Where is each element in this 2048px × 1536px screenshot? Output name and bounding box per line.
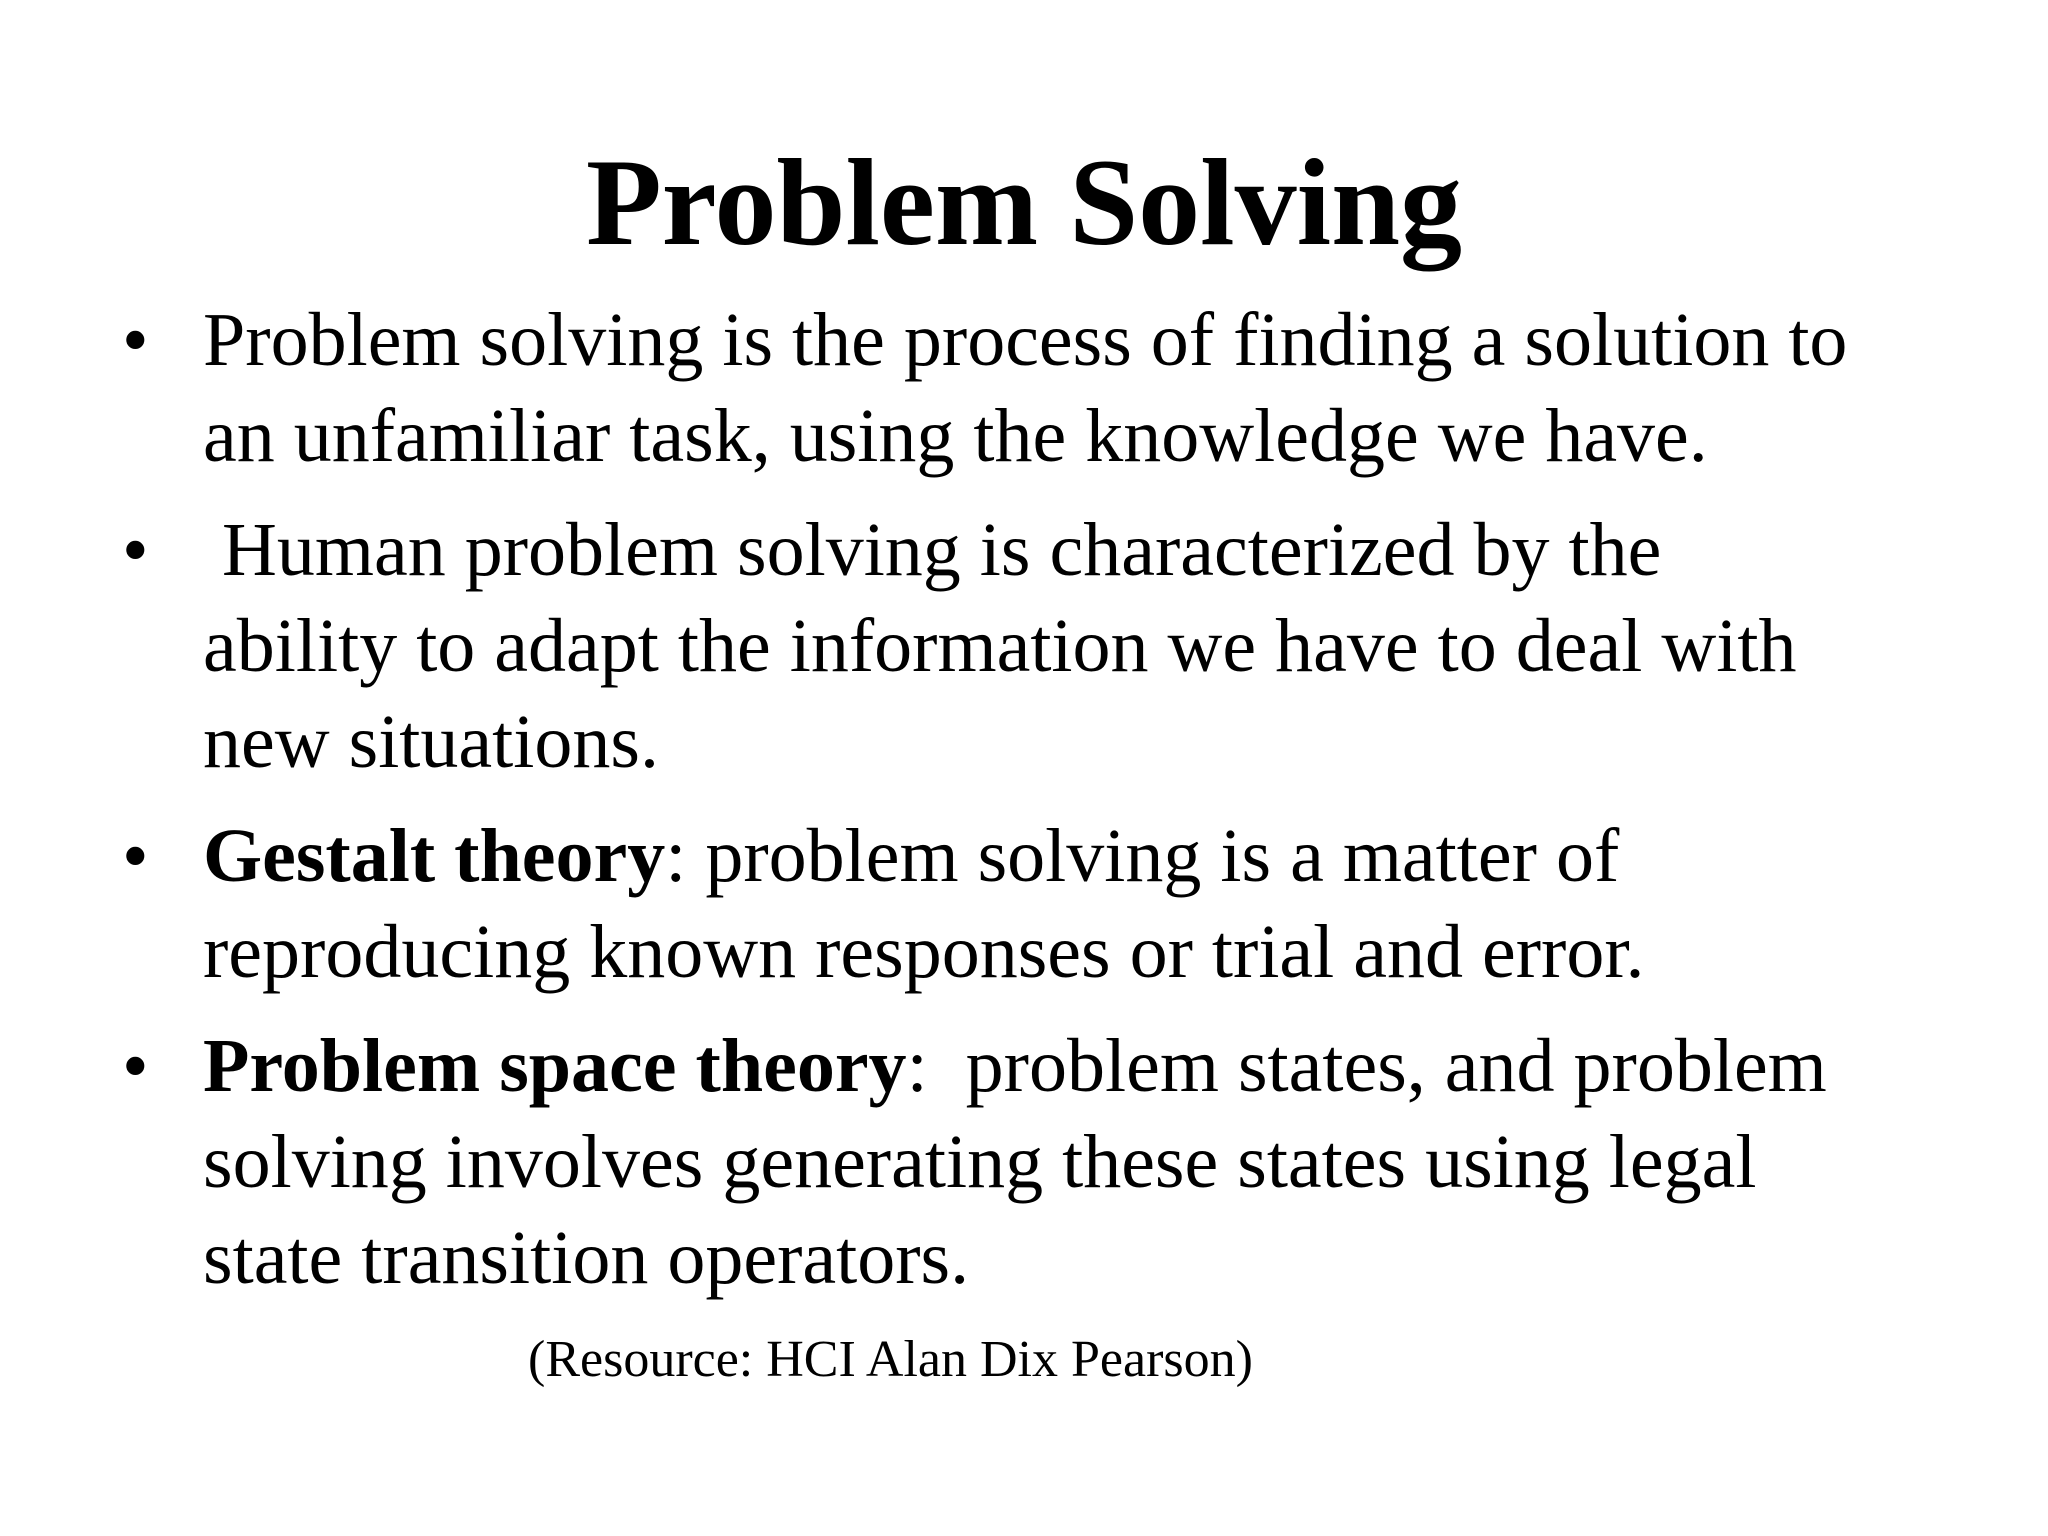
bullet-list <box>0 292 2048 1324</box>
bullet-text: : problem states, and problem <box>906 1024 1827 1108</box>
bullet-text-line: new situations. <box>203 700 659 784</box>
bullet-first-line <box>203 808 1988 904</box>
bullet-text-line: Problem solving is the process of finding a solution to <box>203 298 1848 382</box>
bullet-dot-icon: • <box>122 508 149 592</box>
bullet-text-line: state transition operators. <box>203 1216 970 1300</box>
bullet-text-line: ability to adapt the information we have to deal with <box>203 604 1797 688</box>
bullet-text-line: solving involves generating these states using legal <box>203 1120 1757 1204</box>
bullet-item <box>0 502 2048 790</box>
bullet-dot-icon: • <box>122 298 149 382</box>
bullet-text-line: Human problem solving is characterized by the <box>203 508 1662 592</box>
bullet-first-line <box>203 1018 1988 1114</box>
slide-title: Problem Solving <box>585 134 1463 271</box>
bullet-term: Gestalt theory <box>203 814 666 898</box>
bullet-item <box>0 808 2048 1000</box>
bullet-term: Problem space theory <box>203 1024 907 1108</box>
bullet-text-line: reproducing known responses or trial and error. <box>203 910 1645 994</box>
bullet-item <box>0 1018 2048 1306</box>
source-citation: (Resource: HCI Alan Dix Pearson) <box>528 1331 1253 1388</box>
bullet-text-line: an unfamiliar task, using the knowledge we have. <box>203 394 1708 478</box>
bullet-dot-icon: • <box>122 1024 149 1108</box>
bullet-text: : problem solving is a matter of <box>665 814 1620 898</box>
bullet-dot-icon: • <box>122 814 149 898</box>
bullet-item <box>0 292 2048 484</box>
